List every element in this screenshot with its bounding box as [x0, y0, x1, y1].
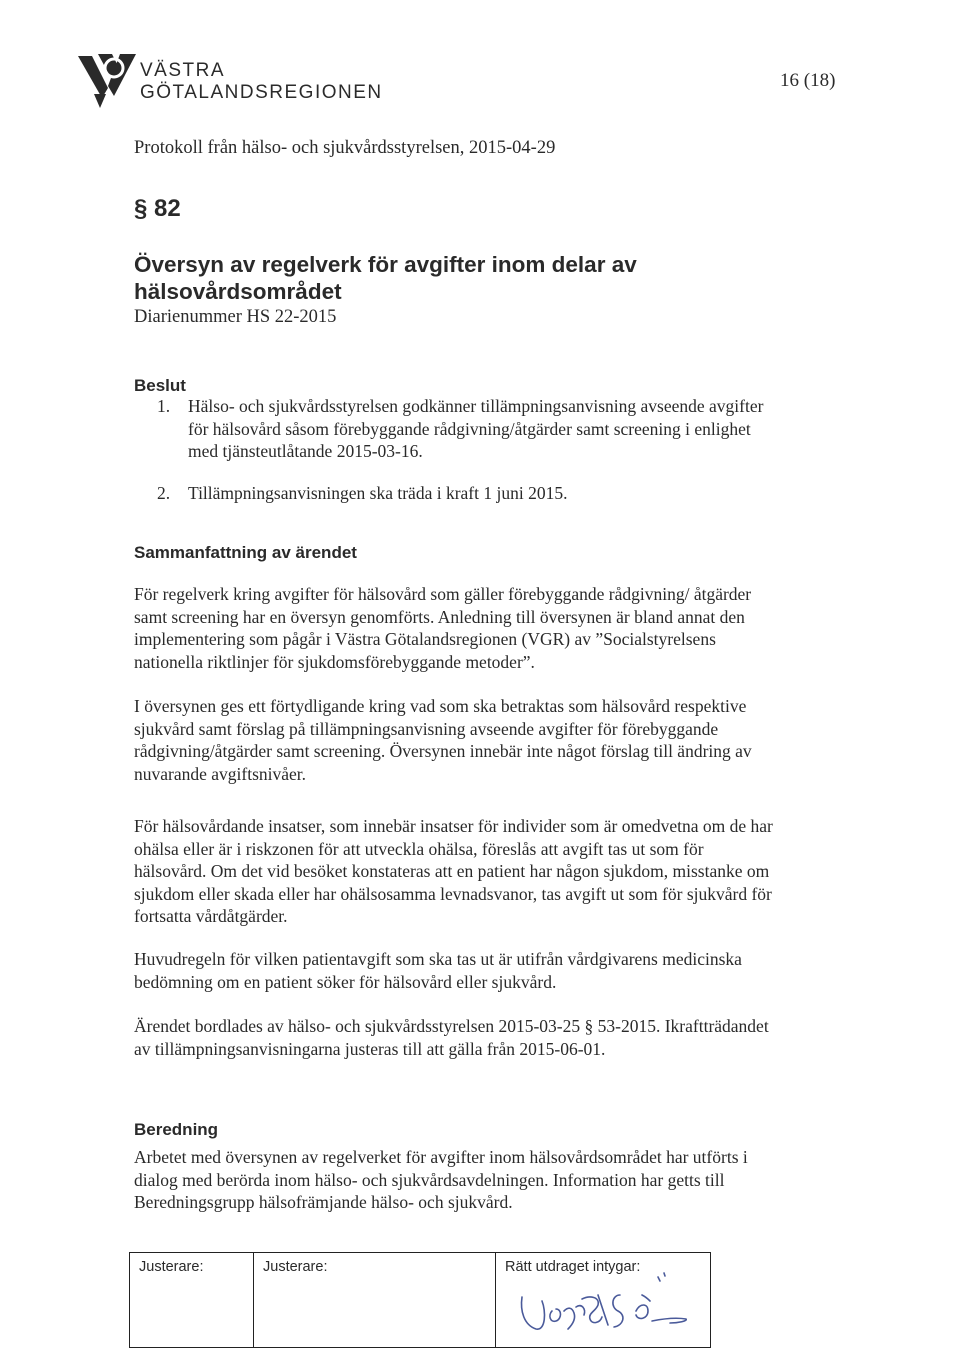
- decision-text: Tillämpningsanvisningen ska träda i kraft 1 juni 2015.: [188, 483, 568, 503]
- decision-item: [134, 482, 774, 506]
- document-title: Översyn av regelverk för avgifter inom delar av hälsovårdsområdet: [134, 252, 637, 304]
- diarie-number: Diarienummer HS 22-2015: [134, 307, 337, 327]
- summary-paragraph: Huvudregeln för vilken patientavgift som ska tas ut är utifrån vårdgivarens medicinska bedömning om en patient söker för hälsovård eller sjukvård.: [134, 949, 742, 992]
- handwritten-signature: [502, 1267, 702, 1337]
- justerare-cell-2: [254, 1253, 496, 1347]
- vgr-logo-icon: [78, 52, 136, 110]
- beredning-paragraph: Arbetet med översynen av regelverket för avgifter inom hälsovårdsområdet har utförts i dialog med berörda inom hälso- och sjukvårdsavdelningen. Information har getts till Beredningsgrupp hälsofrämjande hälso- och sjukvård.: [134, 1147, 748, 1212]
- beslut-heading: Beslut: [134, 376, 186, 395]
- beredning-heading: Beredning: [134, 1120, 219, 1139]
- certification-cell: [496, 1253, 709, 1347]
- summary-heading: Sammanfattning av ärendet: [134, 543, 357, 562]
- decision-number: 2.: [157, 483, 171, 503]
- org-line-1: VÄSTRA: [140, 60, 226, 81]
- summary-paragraph: Ärendet bordlades av hälso- och sjukvårdsstyrelsen 2015-03-25 § 53-2015. Ikraftträdandet av tillämpningsanvisningarna justeras till att gälla från 2015-06-01.: [134, 1016, 769, 1059]
- decision-item: [134, 395, 774, 465]
- summary-paragraph: För hälsovårdande insatser, som innebär insatser för individer som är omedvetna om de har ohälsa eller är i riskzonen för att utveckla ohälsa, föreslås att avgift tas ut som för hälsovård. Om det vid besöket konstateras att en patient har någon sjukdom, misstanke om sjukdom eller skada eller har ohälsosamma levnadsvanor, tas avgift ut som för sjukvård för fortsatta vårdåtgärder.: [134, 816, 773, 926]
- organisation-name: [140, 60, 383, 104]
- page-number: 16 (18): [780, 70, 836, 91]
- summary-paragraph: För regelverk kring avgifter för hälsovård som gäller förebyggande rådgivning/ åtgärder samt screening har en översyn genomförts. Anledning till översynen är bland annat den implementering som pågår i Västra Götalandsregionen (VGR) av ”Socialstyrelsens nationella riktlinjer för sjukdomsförebyggande metoder”.: [134, 584, 752, 672]
- signature-table: [129, 1252, 711, 1348]
- decision-number: 1.: [157, 396, 171, 416]
- justerare-label-2: Justerare:: [263, 1259, 328, 1275]
- protocol-line: Protokoll från hälso- och sjukvårdsstyrelsen, 2015-04-29: [134, 138, 556, 158]
- section-number: § 82: [134, 195, 181, 222]
- summary-paragraph: I översynen ges ett förtydligande kring vad som ska betraktas som hälsovård respektive sjukvård samt förslag på tillämpningsanvisning avseende avgifter för förebyggande rådgivning/åtgärder samt screening. Översynen innebär inte något förslag till ändring av nuvarande avgiftsnivåer.: [134, 696, 752, 784]
- decision-text: Hälso- och sjukvårdsstyrelsen godkänner tillämpningsanvisning avseende avgifter för hälsovård såsom förebyggande rådgivning/åtgärder samt screening i enlighet med tjänsteutlåtande 2015-03-16.: [188, 396, 764, 461]
- justerare-label-1: Justerare:: [139, 1259, 204, 1275]
- certification-label: Rätt utdraget intygar:: [505, 1259, 641, 1275]
- org-line-2: GÖTALANDSREGIONEN: [140, 82, 383, 103]
- justerare-cell-1: [130, 1253, 254, 1347]
